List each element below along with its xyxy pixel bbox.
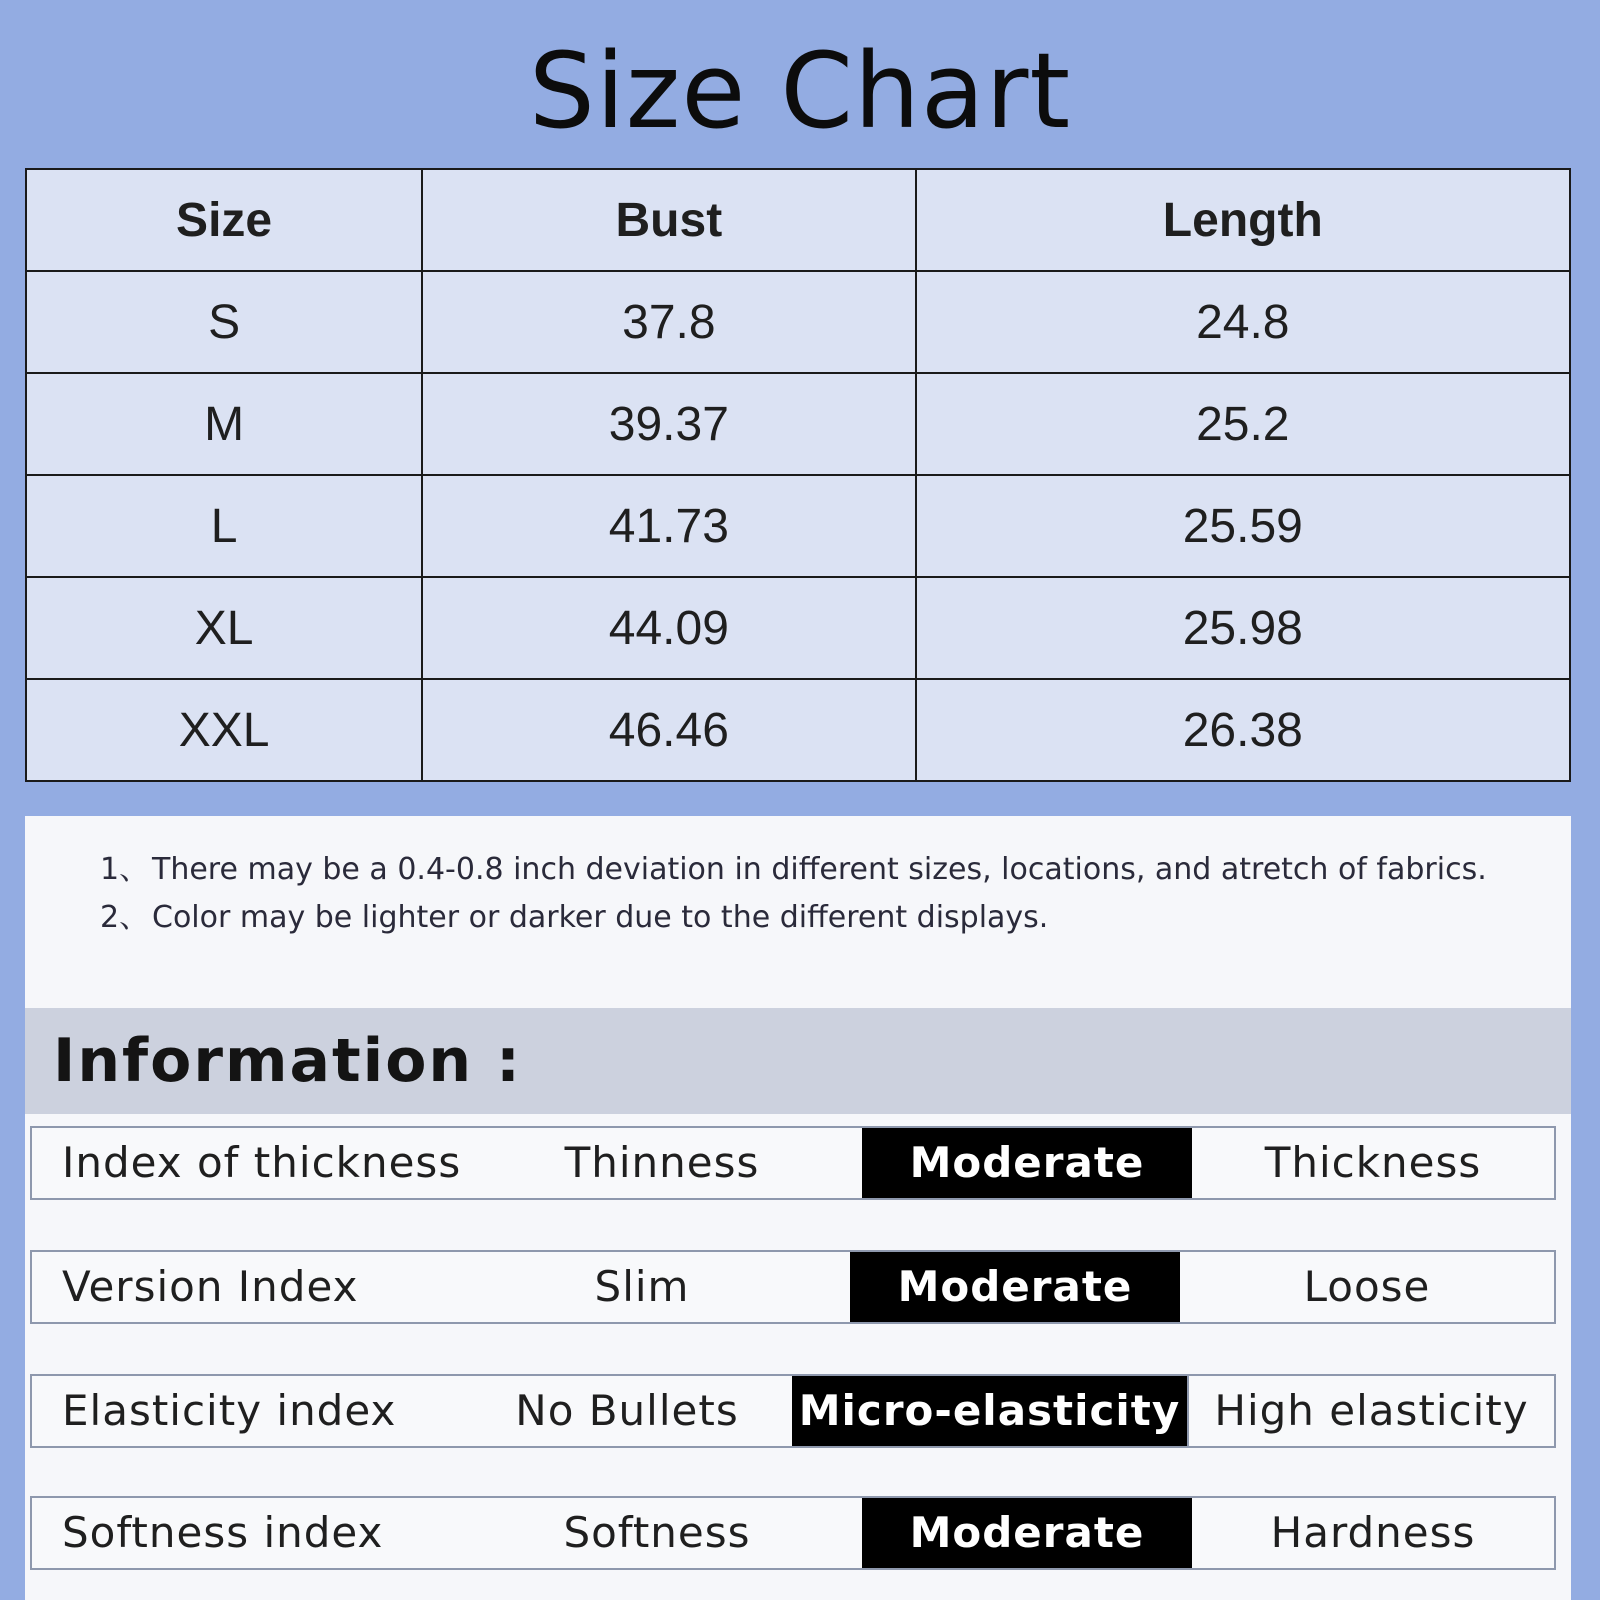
option-thinness: Thinness xyxy=(564,1138,760,1187)
notes-list xyxy=(100,846,1487,942)
header-size: Size xyxy=(26,169,422,271)
cell-bust: 37.8 xyxy=(422,271,915,373)
cell-length: 24.8 xyxy=(916,271,1570,373)
note-item xyxy=(100,846,1487,894)
info-label: Index of thickness xyxy=(62,1138,462,1187)
note-text: There may be a 0.4-0.8 inch deviation in different sizes, locations, and atretch of fabrics. xyxy=(152,852,1487,887)
information-header xyxy=(25,1008,1571,1114)
info-label: Softness index xyxy=(62,1508,384,1557)
cell-bust: 44.09 xyxy=(422,577,915,679)
info-row-elasticity xyxy=(30,1374,1556,1448)
info-label: Version Index xyxy=(62,1262,359,1311)
header-bust: Bust xyxy=(422,169,915,271)
cell-length: 25.59 xyxy=(916,475,1570,577)
cell-bust: 41.73 xyxy=(422,475,915,577)
option-moderate-selected: Moderate xyxy=(850,1252,1180,1322)
cell-bust: 46.46 xyxy=(422,679,915,781)
table-header-row xyxy=(26,169,1570,271)
table-row xyxy=(26,271,1570,373)
table-row xyxy=(26,373,1570,475)
option-no-bullets: No Bullets xyxy=(515,1386,739,1435)
option-moderate-selected: Moderate xyxy=(862,1498,1192,1568)
cell-size: XXL xyxy=(26,679,422,781)
page-title: Size Chart xyxy=(528,30,1072,152)
option-slim: Slim xyxy=(594,1262,690,1311)
note-text: Color may be lighter or darker due to the different displays. xyxy=(152,900,1049,935)
note-number: 2、 xyxy=(100,900,150,935)
info-row-thickness xyxy=(30,1126,1556,1200)
cell-size: M xyxy=(26,373,422,475)
size-table xyxy=(25,168,1571,782)
option-thickness: Thickness xyxy=(1264,1138,1482,1187)
information-title: Information : xyxy=(53,1026,523,1096)
header-length: Length xyxy=(916,169,1570,271)
option-softness: Softness xyxy=(563,1508,751,1557)
cell-length: 25.98 xyxy=(916,577,1570,679)
info-row-version xyxy=(30,1250,1556,1324)
option-high-elasticity: High elasticity xyxy=(1187,1376,1554,1446)
note-number: 1、 xyxy=(100,852,150,887)
note-item xyxy=(100,894,1487,942)
info-row-softness xyxy=(30,1496,1556,1570)
option-hardness: Hardness xyxy=(1270,1508,1476,1557)
cell-size: L xyxy=(26,475,422,577)
info-label: Elasticity index xyxy=(62,1386,397,1435)
information-panel xyxy=(25,816,1571,1600)
table-row xyxy=(26,679,1570,781)
table-row xyxy=(26,475,1570,577)
option-micro-elasticity-selected: Micro-elasticity xyxy=(792,1376,1187,1446)
option-loose: Loose xyxy=(1303,1262,1431,1311)
cell-size: S xyxy=(26,271,422,373)
cell-length: 26.38 xyxy=(916,679,1570,781)
cell-length: 25.2 xyxy=(916,373,1570,475)
option-moderate-selected: Moderate xyxy=(862,1128,1192,1198)
cell-size: XL xyxy=(26,577,422,679)
table-row xyxy=(26,577,1570,679)
cell-bust: 39.37 xyxy=(422,373,915,475)
